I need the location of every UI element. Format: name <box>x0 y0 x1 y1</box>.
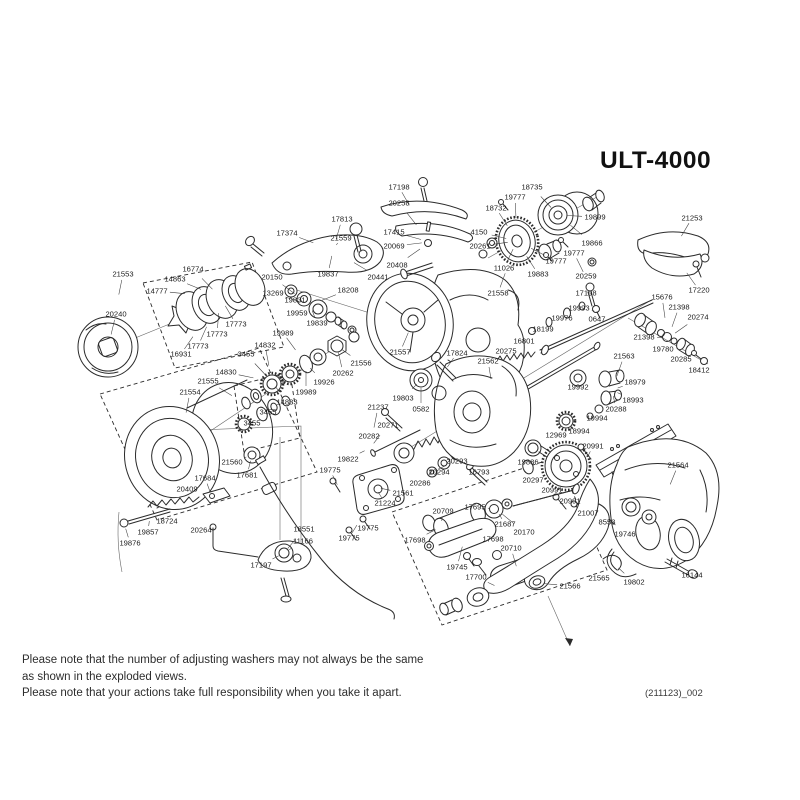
part-label-20259: 20259 <box>575 271 597 281</box>
part-label-16774: 16774 <box>182 264 204 274</box>
part-label-3455: 3455 <box>243 418 261 428</box>
part-label-0647: 0647 <box>588 314 606 324</box>
part-label-21398: 21398 <box>668 302 690 312</box>
part-label-17415: 17415 <box>383 227 405 237</box>
part-label-21253: 21253 <box>681 213 703 223</box>
part-label-20274: 20274 <box>687 312 709 322</box>
leader-line <box>577 258 584 272</box>
leader-line <box>407 243 422 245</box>
part-label-19993: 19993 <box>568 303 590 313</box>
assembly-axis-lines <box>118 193 708 646</box>
part-label-19777: 19777 <box>563 248 585 258</box>
drag-knob-part <box>78 317 138 377</box>
leader-line <box>527 256 535 269</box>
part-label-16931: 16931 <box>170 349 192 359</box>
line-roller-assembly <box>258 541 311 602</box>
part-labels <box>105 183 709 591</box>
leader-line <box>287 338 296 350</box>
part-label-17824: 17824 <box>446 348 468 358</box>
part-label-18994: 18994 <box>568 426 590 436</box>
part-label-14777: 14777 <box>146 286 168 296</box>
part-label-21554: 21554 <box>179 387 201 397</box>
leader-line <box>499 213 507 226</box>
part-label-13269: 13269 <box>262 288 284 298</box>
part-label-19994: 19994 <box>586 413 608 423</box>
part-label-18199: 18199 <box>532 324 554 334</box>
part-label-19746: 19746 <box>614 529 636 539</box>
note-line-3: Please note that your actions take full responsibility when you take it apart. <box>22 687 402 699</box>
part-label-18724: 18724 <box>156 516 178 526</box>
part-label-21564: 21564 <box>667 460 689 470</box>
part-label-18993: 18993 <box>622 395 644 405</box>
part-label-12969: 12969 <box>545 430 567 440</box>
part-label-19802: 19802 <box>623 577 645 587</box>
leader-line <box>149 521 150 526</box>
part-label-18412: 18412 <box>688 365 710 375</box>
part-label-17197: 17197 <box>250 560 272 570</box>
part-label-21555: 21555 <box>197 376 219 386</box>
part-label-20069: 20069 <box>383 241 405 251</box>
part-label-19775: 19775 <box>357 523 379 533</box>
part-label-16801: 16801 <box>513 336 535 346</box>
leader-line <box>352 525 357 533</box>
part-label-21553: 21553 <box>112 269 134 279</box>
part-label-19745: 19745 <box>446 562 468 572</box>
part-label-17698: 17698 <box>482 534 504 544</box>
note-line-2: as shown in the exploded views. <box>22 670 187 683</box>
part-label-20991: 20991 <box>559 496 581 506</box>
part-label-20710: 20710 <box>500 543 522 553</box>
part-label-20991: 20991 <box>582 441 604 451</box>
leader-line <box>618 386 623 388</box>
handle-assembly <box>244 223 384 274</box>
part-label-19775: 19775 <box>338 533 360 543</box>
leader-line <box>619 568 625 573</box>
model-title: ULT-4000 <box>600 147 712 174</box>
leader-line <box>407 213 416 225</box>
part-label-19822: 19822 <box>337 454 359 464</box>
part-label-20286: 20286 <box>409 478 431 488</box>
part-label-20297: 20297 <box>522 475 544 485</box>
part-label-11026: 11026 <box>493 263 515 273</box>
leader-line <box>672 313 677 327</box>
part-label-19926: 19926 <box>313 377 335 387</box>
part-label-20240: 20240 <box>105 309 127 319</box>
part-label-16793: 16793 <box>468 467 490 477</box>
part-label-19777: 19777 <box>545 256 567 266</box>
part-label-21562: 21562 <box>477 356 499 366</box>
part-label-17813: 17813 <box>331 214 353 224</box>
part-label-17698: 17698 <box>404 535 426 545</box>
part-label-20275: 20275 <box>495 346 517 356</box>
leader-line <box>675 325 687 334</box>
leader-line <box>663 303 665 318</box>
part-label-19857: 19857 <box>137 527 159 537</box>
part-label-14830: 14830 <box>215 367 237 377</box>
part-label-0582: 0582 <box>412 404 430 414</box>
part-label-19777: 19777 <box>504 192 526 202</box>
part-label-17374: 17374 <box>276 228 298 238</box>
part-label-20709: 20709 <box>432 506 454 516</box>
right-screw-parts <box>586 258 596 306</box>
leader-line <box>407 236 422 240</box>
leader-line <box>119 280 122 295</box>
part-label-17220: 17220 <box>688 285 710 295</box>
part-label-20409: 20409 <box>176 484 198 494</box>
part-label-19992: 19992 <box>567 382 589 392</box>
part-label-19803: 19803 <box>392 393 414 403</box>
part-label-8553: 8553 <box>598 517 616 527</box>
part-label-16144: 16144 <box>681 570 703 580</box>
leader-line <box>239 375 254 378</box>
part-label-15676: 15676 <box>651 292 673 302</box>
part-label-14832: 14832 <box>254 340 276 350</box>
leader-line <box>515 203 516 218</box>
part-label-21560: 21560 <box>221 457 243 467</box>
part-label-3455: 3455 <box>259 407 277 417</box>
part-label-20271: 20271 <box>377 420 399 430</box>
part-label-20150: 20150 <box>261 272 283 282</box>
part-label-19876: 19876 <box>119 538 141 548</box>
part-label-19976: 19976 <box>551 313 573 323</box>
note-line-1: Please note that the number of adjusting washers may not always be the same <box>22 654 424 666</box>
part-label-21561: 21561 <box>392 488 414 498</box>
part-label-14833: 14833 <box>276 397 298 407</box>
part-label-20285: 20285 <box>670 354 692 364</box>
part-label-17773: 17773 <box>225 319 247 329</box>
part-label-20991: 20991 <box>541 485 563 495</box>
part-label-17681: 17681 <box>236 470 258 480</box>
leader-line <box>408 249 420 258</box>
leader-line <box>187 284 201 290</box>
part-label-18551: 18551 <box>293 524 315 534</box>
part-label-20288: 20288 <box>605 404 627 414</box>
leader-line <box>126 529 129 538</box>
part-label-20408: 20408 <box>386 260 408 270</box>
part-label-20261: 20261 <box>469 241 491 251</box>
part-label-19899: 19899 <box>584 212 606 222</box>
part-label-18979: 18979 <box>624 377 646 387</box>
part-label-19989: 19989 <box>295 387 317 397</box>
part-label-20294: 20294 <box>428 467 450 477</box>
leader-line <box>360 451 365 454</box>
part-label-20293: 20293 <box>446 456 468 466</box>
part-label-17700: 17700 <box>465 572 487 582</box>
part-label-21558: 21558 <box>487 288 509 298</box>
part-label-20264: 20264 <box>190 525 212 535</box>
part-label-18208: 18208 <box>337 285 359 295</box>
part-label-21224: 21224 <box>374 498 396 508</box>
part-label-19837: 19837 <box>317 269 339 279</box>
part-label-21237: 21237 <box>367 402 389 412</box>
part-label-21007: 21007 <box>577 508 599 518</box>
part-label-19780: 19780 <box>652 344 674 354</box>
part-label-21687: 21687 <box>494 519 516 529</box>
part-label-17684: 17684 <box>194 473 216 483</box>
part-label-18732: 18732 <box>485 203 507 213</box>
part-label-21563: 21563 <box>613 351 635 361</box>
part-label-21556: 21556 <box>350 358 372 368</box>
part-label-20282: 20282 <box>358 431 380 441</box>
part-label-17773: 17773 <box>206 329 228 339</box>
part-label-17198: 17198 <box>575 288 597 298</box>
part-label-19866: 19866 <box>581 238 603 248</box>
part-label-19959: 19959 <box>286 308 308 318</box>
part-label-19839: 19839 <box>306 318 328 328</box>
side-cover <box>638 232 709 277</box>
part-label-20441: 20441 <box>367 272 389 282</box>
leader-line <box>322 295 336 301</box>
part-label-19831: 19831 <box>284 295 306 305</box>
part-label-4150: 4150 <box>470 227 488 237</box>
footer-notes <box>22 652 502 702</box>
leader-line <box>255 364 265 375</box>
part-label-20170: 20170 <box>513 527 535 537</box>
part-label-19989: 19989 <box>272 328 294 338</box>
part-label-20262: 20262 <box>332 368 354 378</box>
part-label-3455: 3455 <box>237 349 255 359</box>
part-label-19883: 19883 <box>527 269 549 279</box>
part-label-21566: 21566 <box>559 581 581 591</box>
part-label-21557: 21557 <box>389 347 411 357</box>
part-label-21559: 21559 <box>330 233 352 243</box>
part-label-19886: 19886 <box>517 457 539 467</box>
part-label-17695: 17695 <box>464 502 486 512</box>
part-label-21398: 21398 <box>633 332 655 342</box>
part-label-17198: 17198 <box>388 182 410 192</box>
part-label-17773: 17773 <box>187 341 209 351</box>
part-label-18735: 18735 <box>521 182 543 192</box>
part-label-14863: 14863 <box>164 274 186 284</box>
document-code: (211123)_002 <box>645 688 703 699</box>
part-label-19775: 19775 <box>319 465 341 475</box>
part-label-11166: 11166 <box>293 536 313 546</box>
part-label-20258: 20258 <box>388 198 410 208</box>
part-label-21565: 21565 <box>588 573 610 583</box>
